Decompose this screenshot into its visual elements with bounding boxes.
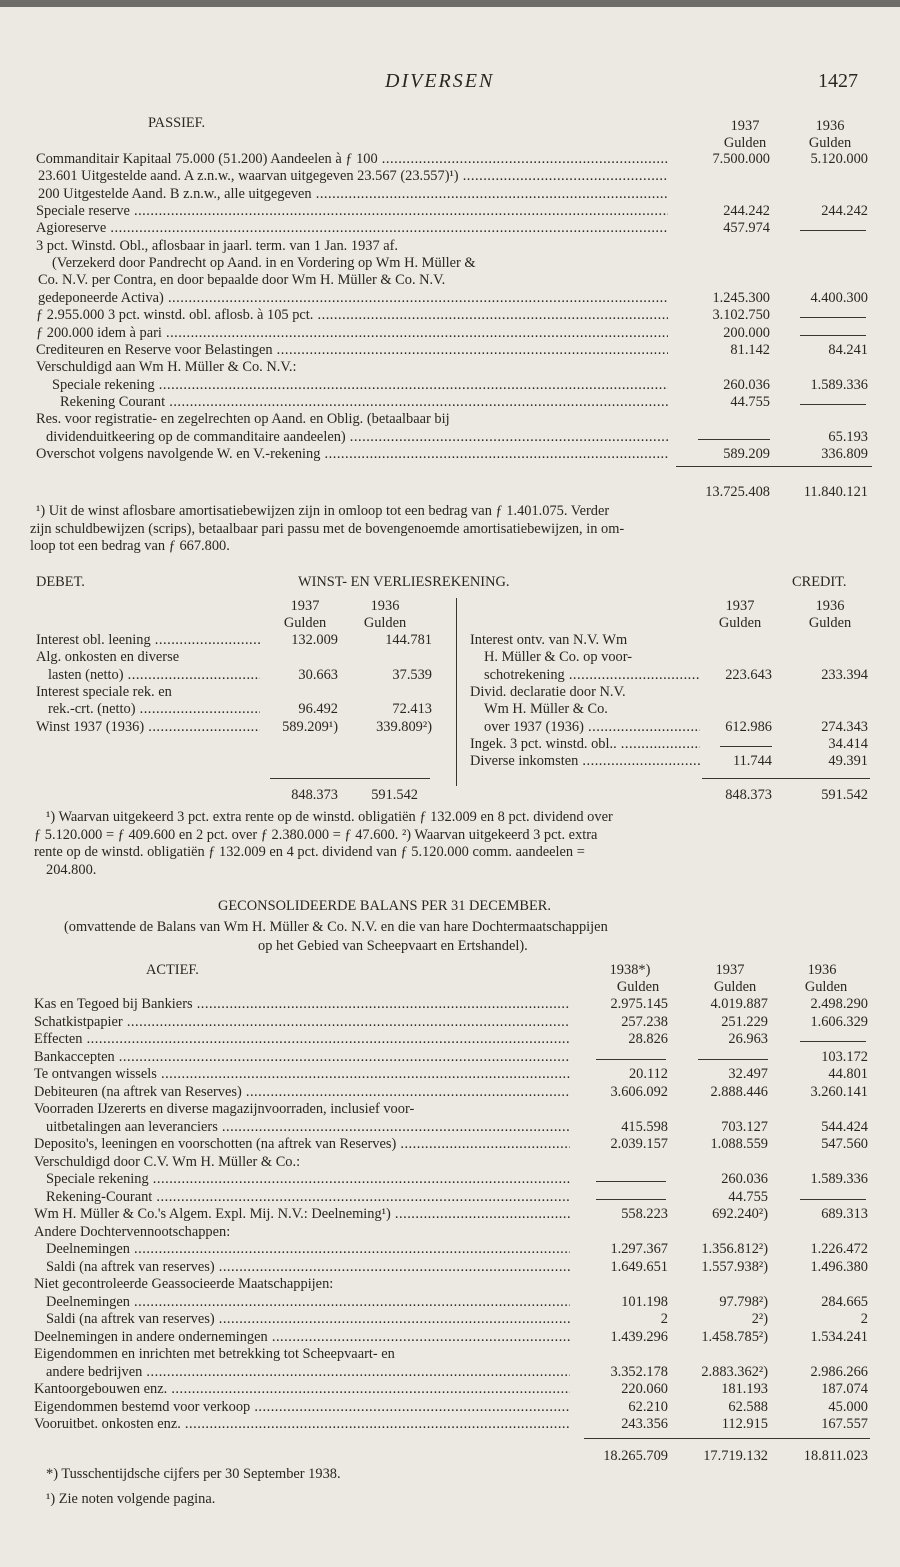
gb-value-1937: 44.755 — [728, 1188, 768, 1205]
gb-value-1938: 2.039.157 — [610, 1136, 668, 1152]
dash-placeholder — [596, 1199, 666, 1200]
gb-year-b: 1937 — [715, 962, 745, 978]
wv-debet-year-1937: 1937 — [290, 598, 320, 614]
passief-total-1936: 11.840.121 — [803, 484, 868, 500]
gb-value-1937: 1.088.559 — [710, 1136, 768, 1152]
gb-year-a: 1938*) — [609, 962, 651, 978]
dash-placeholder — [596, 1181, 666, 1182]
passief-row-label: Speciale reserve ..... — [36, 203, 668, 220]
passief-value-1937: 200.000 — [723, 324, 770, 341]
wv-credit-year-1937: 1937 — [725, 598, 755, 614]
gb-value-1936: 1.534.241 — [810, 1328, 868, 1345]
gb-footnote-2: ¹) Zie noten volgende pagina. — [46, 1491, 216, 1507]
gb-value-1938: 1.297.367 — [610, 1241, 668, 1257]
gb-value-1936: 2 — [860, 1311, 868, 1327]
gb-row-label: Speciale rekening ..... — [46, 1171, 570, 1188]
passief-row-label: gedeponeerde Activa) ..... — [38, 290, 668, 307]
wv-debet-label: Winst 1937 (1936) ..... — [36, 719, 260, 736]
wv-debet-1937: 30.663 — [298, 666, 338, 683]
gb-value-1936: 1.606.329 — [810, 1013, 868, 1030]
gb-cur-a: Gulden — [616, 979, 660, 995]
passief-row-label: Crediteuren en Reserve voor Belastingen ..... — [36, 342, 668, 359]
wv-debet-1937: 589.209¹) — [282, 718, 338, 735]
gb-row-label: Bankaccepten ..... — [34, 1049, 570, 1066]
gb-value-1936: 1.589.336 — [810, 1171, 868, 1187]
wv-debet-cur-1937: Gulden — [283, 615, 327, 631]
dash-placeholder — [698, 439, 770, 440]
gb-footnote-1: *) Tusschentijdsche cijfers per 30 September 1938. — [46, 1466, 341, 1482]
gb-value-1936: 284.665 — [821, 1293, 868, 1310]
gb-value-1938: 558.223 — [621, 1206, 668, 1222]
passief-currency-1937: Gulden — [723, 135, 767, 151]
passief-value-1937: 7.500.000 — [712, 151, 770, 167]
gb-value-1938: 220.060 — [621, 1381, 668, 1397]
dash-placeholder — [800, 1041, 866, 1042]
wv-debet-total-rule — [270, 778, 430, 779]
wv-credit-label: Divid. declaratie door N.V. — [470, 684, 626, 701]
wv-credit-1937: 612.986 — [725, 718, 772, 735]
wv-credit-1936: 34.414 — [828, 736, 868, 753]
passief-value-1937: 260.036 — [723, 376, 770, 393]
gb-row-label: Deposito's, leeningen en voorschotten (na aftrek van Reserves) ..... — [34, 1136, 570, 1153]
dash-placeholder — [800, 1199, 866, 1200]
dash-placeholder — [698, 1059, 768, 1060]
gb-value-1936: 2.986.266 — [810, 1363, 868, 1380]
gb-value-1936: 2.498.290 — [810, 996, 868, 1012]
gb-total-1938: 18.265.709 — [603, 1448, 668, 1464]
gb-value-1937: 2.888.446 — [710, 1083, 768, 1100]
gb-value-1936: 1.226.472 — [810, 1241, 868, 1257]
passief-value-1936: 1.589.336 — [810, 376, 868, 393]
passief-footnote-line: ¹) Uit de winst aflosbare amortisatiebewijzen zijn in omloop tot een bedrag van ƒ 1.401.075. Verder — [36, 503, 610, 519]
gb-value-1937: 26.963 — [728, 1031, 768, 1047]
gb-row-label: Rekening-Courant ..... — [46, 1189, 570, 1206]
passief-row-label: 3 pct. Winstd. Obl., aflosbaar in jaarl. term. van 1 Jan. 1937 af. — [36, 237, 399, 254]
gb-cur-c: Gulden — [804, 979, 848, 995]
wv-credit-1937: 11.744 — [732, 753, 772, 770]
wv-debet-1937: 132.009 — [291, 632, 338, 648]
credit-heading: CREDIT. — [792, 574, 847, 590]
page-title: DIVERSEN — [385, 70, 495, 92]
wv-debet-1936: 37.539 — [392, 666, 432, 683]
passief-row-label: Speciale rekening ..... — [52, 377, 668, 394]
gb-value-1936: 3.260.141 — [810, 1083, 868, 1100]
wv-credit-total-rule — [702, 778, 870, 779]
wv-debet-label: rek.-crt. (netto) ..... — [48, 701, 260, 718]
wv-credit-1936: 274.343 — [821, 718, 868, 735]
gb-value-1938: 3.352.178 — [610, 1363, 668, 1380]
passief-value-1937: 81.142 — [730, 341, 770, 358]
passief-total-rule — [676, 466, 872, 467]
passief-value-1937: 1.245.300 — [712, 289, 770, 306]
wv-credit-label: Ingek. 3 pct. winstd. obl.. ..... — [470, 736, 700, 753]
passief-value-1936: 65.193 — [828, 428, 868, 445]
gb-total-rule — [584, 1438, 870, 1439]
gb-value-1937: 4.019.887 — [710, 996, 768, 1012]
passief-value-1936: 244.242 — [821, 203, 868, 220]
gb-row-label: Deelnemingen in andere ondernemingen ..... — [34, 1329, 570, 1346]
page-number: 1427 — [818, 70, 858, 92]
gb-row-label: Wm H. Müller & Co.'s Algem. Expl. Mij. N.V.: Deelneming¹) ..... — [34, 1206, 570, 1223]
gb-value-1937: 251.229 — [721, 1013, 768, 1030]
wv-debet-cur-1936: Gulden — [363, 615, 407, 631]
passief-row-label: Co. N.V. per Contra, en door bepaalde door Wm H. Müller & Co. N.V. — [38, 272, 446, 289]
gb-row-label: andere bedrijven ..... — [46, 1364, 570, 1381]
gb-value-1938: 257.238 — [621, 1013, 668, 1030]
gb-value-1938: 3.606.092 — [610, 1083, 668, 1100]
wv-debet-label: Alg. onkosten en diverse — [36, 649, 180, 666]
gb-value-1937: 32.497 — [728, 1066, 768, 1082]
dash-placeholder — [800, 317, 866, 318]
gb-row-label: Debiteuren (na aftrek van Reserves) ..... — [34, 1084, 570, 1101]
wv-credit-1936: 49.391 — [828, 753, 868, 770]
gb-value-1938: 28.826 — [628, 1031, 668, 1047]
passief-row-label: 200 Uitgestelde Aand. B z.n.w., alle uitgegeven ..... — [38, 186, 668, 203]
wv-credit-label: schotrekening ..... — [484, 667, 700, 684]
gb-row-label: uitbetalingen aan leveranciers ..... — [46, 1119, 570, 1136]
gb-row-label: Saldi (na aftrek van reserves) ..... — [46, 1259, 570, 1276]
gb-heading: ACTIEF. — [146, 962, 199, 978]
wv-credit-label: Interest ontv. van N.V. Wm — [470, 632, 628, 648]
gb-total-1936: 18.811.023 — [803, 1448, 868, 1464]
passief-row-label: Rekening Courant ..... — [60, 394, 668, 411]
gb-value-1937: 2.883.362²) — [701, 1363, 768, 1380]
gb-title: GECONSOLIDEERDE BALANS PER 31 DECEMBER. — [218, 898, 551, 914]
wv-credit-label: Diverse inkomsten ..... — [470, 753, 700, 770]
gb-value-1937: 181.193 — [721, 1381, 768, 1397]
wv-credit-total-1936: 591.542 — [821, 787, 868, 803]
wv-credit-cur-1936: Gulden — [808, 615, 852, 631]
gb-value-1938: 1.439.296 — [610, 1328, 668, 1345]
wv-title: WINST- EN VERLIESREKENING. — [298, 574, 510, 590]
passief-footnote-line: loop tot een bedrag van ƒ 667.800. — [30, 538, 230, 554]
passief-value-1937: 44.755 — [730, 393, 770, 410]
passief-row-label: dividenduitkeering op de commanditaire aandeelen) ..... — [46, 429, 668, 446]
gb-value-1937: 62.588 — [728, 1398, 768, 1415]
wv-debet-year-1936: 1936 — [370, 598, 400, 614]
gb-value-1937: 1.557.938²) — [701, 1258, 768, 1275]
gb-subtitle-1: (omvattende de Balans van Wm H. Müller & Co. N.V. en die van hare Dochtermaatschappijen — [64, 919, 608, 935]
gb-row-label: Niet gecontroleerde Geassocieerde Maatschappijen: — [34, 1276, 334, 1292]
passief-row-label: Agioreserve ..... — [36, 220, 668, 237]
gb-total-1937: 17.719.132 — [703, 1448, 768, 1464]
gb-value-1937: 260.036 — [721, 1171, 768, 1187]
gb-row-label: Deelnemingen ..... — [46, 1294, 570, 1311]
wv-debet-label: Interest obl. leening ..... — [36, 632, 260, 649]
gb-row-label: Vooruitbet. onkosten enz. ..... — [34, 1416, 570, 1433]
gb-subtitle-2: op het Gebied van Scheepvaart en Ertshandel). — [258, 938, 528, 954]
gb-value-1936: 689.313 — [821, 1206, 868, 1222]
wv-credit-1936: 233.394 — [821, 666, 868, 683]
gb-value-1937: 112.915 — [721, 1416, 768, 1432]
dash-placeholder — [800, 230, 866, 231]
passief-row-label: Verschuldigd aan Wm H. Müller & Co. N.V.: — [36, 359, 297, 376]
wv-credit-total-1937: 848.373 — [725, 787, 772, 803]
gb-value-1936: 544.424 — [821, 1118, 868, 1135]
gb-row-label: Verschuldigd door C.V. Wm H. Müller & Co.: — [34, 1153, 301, 1170]
passief-value-1936: 84.241 — [828, 341, 868, 358]
wv-divider — [456, 598, 457, 786]
wv-debet-total-1936: 591.542 — [371, 787, 418, 803]
dash-placeholder — [720, 746, 772, 747]
wv-debet-1936: 144.781 — [385, 632, 432, 648]
wv-footnote-line: 204.800. — [46, 861, 97, 878]
passief-value-1937: 244.242 — [723, 203, 770, 220]
debet-heading: DEBET. — [36, 574, 85, 590]
wv-credit-year-1936: 1936 — [815, 598, 845, 614]
passief-value-1936: 4.400.300 — [810, 289, 868, 306]
dash-placeholder — [596, 1059, 666, 1060]
wv-debet-total-1937: 848.373 — [291, 787, 338, 803]
gb-value-1936: 103.172 — [821, 1048, 868, 1065]
gb-value-1938: 415.598 — [621, 1118, 668, 1135]
page-top-edge — [0, 0, 900, 7]
wv-debet-1936: 339.809²) — [376, 718, 432, 735]
passief-year-1936: 1936 — [815, 118, 845, 134]
wv-credit-cur-1937: Gulden — [718, 615, 762, 631]
gb-value-1936: 167.557 — [821, 1416, 868, 1432]
gb-value-1936: 1.496.380 — [810, 1258, 868, 1275]
gb-value-1937: 2²) — [751, 1311, 768, 1327]
dash-placeholder — [800, 335, 866, 336]
passief-row-label: ƒ 200.000 idem à pari ..... — [36, 325, 668, 342]
gb-row-label: Eigendommen bestemd voor verkoop ..... — [34, 1399, 570, 1416]
dash-placeholder — [800, 404, 866, 405]
passief-row-label: ƒ 2.955.000 3 pct. winstd. obl. aflosb. à 105 pct. ..... — [36, 307, 668, 324]
passief-value-1937: 457.974 — [723, 220, 770, 237]
wv-debet-1936: 72.413 — [392, 701, 432, 718]
gb-row-label: Kantoorgebouwen enz. ..... — [34, 1381, 570, 1398]
passief-row-label: Res. voor registratie- en zegelrechten op Aand. en Oblig. (betaalbaar bij — [36, 411, 450, 428]
gb-value-1937: 1.356.812²) — [701, 1241, 768, 1257]
gb-row-label: Eigendommen en inrichten met betrekking tot Scheepvaart- en — [34, 1346, 395, 1362]
gb-value-1938: 62.210 — [628, 1398, 668, 1415]
passief-year-1937: 1937 — [730, 118, 760, 134]
gb-value-1938: 101.198 — [621, 1293, 668, 1310]
gb-value-1936: 44.801 — [828, 1066, 868, 1082]
gb-value-1938: 2.975.145 — [610, 996, 668, 1012]
gb-row-label: Deelnemingen ..... — [46, 1241, 570, 1258]
passief-value-1937: 589.209 — [723, 445, 770, 462]
passief-row-label: Commanditair Kapitaal 75.000 (51.200) Aandeelen à ƒ 100 ..... — [36, 151, 668, 168]
passief-value-1937: 3.102.750 — [712, 307, 770, 324]
passief-footnote-line: zijn schuldbewijzen (scrips), betaalbaar pari passu met de bovengenoemde amortisatiebewijzen, in om- — [30, 520, 625, 537]
gb-row-label: Andere Dochtervennootschappen: — [34, 1223, 231, 1240]
passief-row-label: Overschot volgens navolgende W. en V.-rekening ..... — [36, 446, 668, 463]
gb-row-label: Saldi (na aftrek van reserves) ..... — [46, 1311, 570, 1328]
passief-value-1936: 336.809 — [821, 445, 868, 462]
wv-footnote-line: rente op de winstd. obligatiën ƒ 132.009 en 4 pct. dividend van ƒ 5.120.000 comm. aandeelen = — [34, 844, 585, 860]
passief-row-label: 23.601 Uitgestelde aand. A z.n.w., waarvan uitgegeven 23.567 (23.557)¹) ..... — [38, 168, 668, 185]
gb-value-1938: 20.112 — [628, 1066, 668, 1082]
gb-value-1937: 703.127 — [721, 1118, 768, 1135]
gb-cur-b: Gulden — [713, 979, 757, 995]
gb-value-1936: 547.560 — [821, 1136, 868, 1152]
wv-credit-label: H. Müller & Co. op voor- — [484, 649, 633, 666]
passief-currency-1936: Gulden — [808, 135, 852, 151]
wv-credit-1937: 223.643 — [725, 666, 772, 683]
passief-heading: PASSIEF. — [148, 115, 206, 131]
wv-credit-label: over 1937 (1936) ..... — [484, 719, 700, 736]
gb-value-1936: 187.074 — [821, 1381, 868, 1397]
wv-credit-label: Wm H. Müller & Co. — [484, 701, 608, 718]
wv-debet-label: lasten (netto) ..... — [48, 667, 260, 684]
wv-footnote-line: ƒ 5.120.000 = ƒ 409.600 en 2 pct. over ƒ 2.380.000 = ƒ 47.600. ²) Waarvan uitgekeerd 3 pct. extra — [34, 826, 598, 843]
gb-value-1937: 97.798²) — [719, 1293, 768, 1310]
passief-row-label: (Verzekerd door Pandrecht op Aand. in en Vordering op Wm H. Müller & — [52, 255, 476, 272]
gb-row-label: Schatkistpapier ..... — [34, 1014, 570, 1031]
gb-value-1937: 1.458.785²) — [701, 1328, 768, 1345]
passief-total-1937: 13.725.408 — [705, 484, 770, 500]
gb-row-label: Te ontvangen wissels ..... — [34, 1066, 570, 1083]
wv-debet-label: Interest speciale rek. en — [36, 684, 172, 701]
gb-value-1937: 692.240²) — [712, 1206, 768, 1222]
gb-value-1938: 2 — [660, 1311, 668, 1327]
gb-row-label: Effecten ..... — [34, 1031, 570, 1048]
gb-year-c: 1936 — [807, 962, 837, 978]
gb-value-1936: 45.000 — [828, 1398, 868, 1415]
gb-row-label: Kas en Tegoed bij Bankiers ..... — [34, 996, 570, 1013]
wv-footnote-line: ¹) Waarvan uitgekeerd 3 pct. extra rente op de winstd. obligatiën ƒ 132.009 en 8 pct. dividend over — [46, 809, 613, 825]
wv-debet-1937: 96.492 — [298, 701, 338, 718]
gb-value-1938: 243.356 — [621, 1416, 668, 1432]
passief-value-1936: 5.120.000 — [810, 151, 868, 167]
gb-value-1938: 1.649.651 — [610, 1258, 668, 1275]
gb-row-label: Voorraden IJzererts en diverse magazijnvoorraden, inclusief voor- — [34, 1101, 415, 1117]
